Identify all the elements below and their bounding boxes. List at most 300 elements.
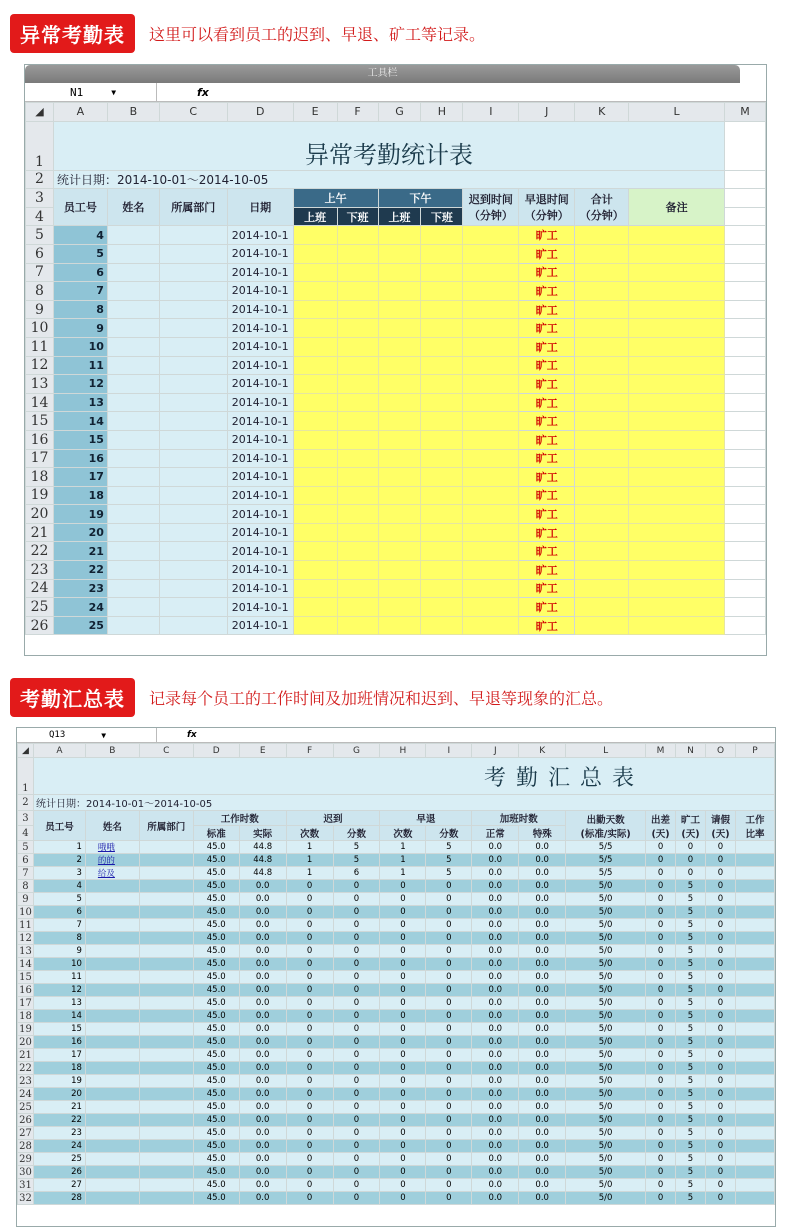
total-cell[interactable] bbox=[575, 356, 629, 375]
et-cell[interactable]: 0 bbox=[380, 984, 426, 997]
emp-id-cell[interactable]: 19 bbox=[33, 1075, 85, 1088]
trip-cell[interactable]: 0 bbox=[646, 971, 676, 984]
act-cell[interactable]: 0.0 bbox=[239, 997, 286, 1010]
cell[interactable] bbox=[725, 430, 766, 449]
dept-cell[interactable] bbox=[159, 486, 227, 505]
name-cell[interactable] bbox=[107, 393, 159, 412]
cell[interactable] bbox=[725, 170, 766, 189]
row-header[interactable]: 16 bbox=[26, 430, 54, 449]
emp-id-cell[interactable]: 27 bbox=[33, 1179, 85, 1192]
name-cell[interactable] bbox=[85, 880, 139, 893]
abs-cell[interactable]: 5 bbox=[676, 971, 706, 984]
clock-cell[interactable] bbox=[293, 430, 337, 449]
row-header[interactable]: 12 bbox=[19, 932, 32, 944]
lm-cell[interactable]: 0 bbox=[333, 1179, 380, 1192]
name-cell[interactable] bbox=[107, 319, 159, 338]
late-cell[interactable] bbox=[463, 393, 519, 412]
on-cell[interactable]: 0.0 bbox=[472, 1192, 519, 1205]
days-cell[interactable]: 5/0 bbox=[566, 906, 646, 919]
days-cell[interactable]: 5/0 bbox=[566, 1166, 646, 1179]
status-cell[interactable]: 旷工 bbox=[519, 263, 575, 282]
dept-cell[interactable] bbox=[139, 1101, 193, 1114]
emp-id-cell[interactable]: 19 bbox=[53, 505, 107, 524]
lv-cell[interactable]: 0 bbox=[706, 867, 736, 880]
cell[interactable] bbox=[725, 226, 766, 245]
days-cell[interactable]: 5/5 bbox=[566, 841, 646, 854]
late-cell[interactable] bbox=[463, 412, 519, 431]
trip-cell[interactable]: 0 bbox=[646, 906, 676, 919]
ratio-cell[interactable] bbox=[735, 1114, 774, 1127]
days-cell[interactable]: 5/0 bbox=[566, 1192, 646, 1205]
lt-cell[interactable]: 0 bbox=[286, 1101, 333, 1114]
clock-cell[interactable] bbox=[378, 393, 421, 412]
days-cell[interactable]: 5/0 bbox=[566, 1153, 646, 1166]
cell[interactable] bbox=[725, 207, 766, 226]
lm-cell[interactable]: 0 bbox=[333, 1127, 380, 1140]
os-cell[interactable]: 0.0 bbox=[519, 867, 566, 880]
clock-cell[interactable] bbox=[378, 319, 421, 338]
lv-cell[interactable]: 0 bbox=[706, 1075, 736, 1088]
name-cell[interactable] bbox=[85, 984, 139, 997]
clock-cell[interactable] bbox=[293, 505, 337, 524]
clock-cell[interactable] bbox=[337, 244, 378, 263]
lm-cell[interactable]: 0 bbox=[333, 1166, 380, 1179]
abs-cell[interactable]: 5 bbox=[676, 984, 706, 997]
clock-cell[interactable] bbox=[421, 505, 463, 524]
date-cell[interactable]: 2014-10-1 bbox=[227, 561, 293, 580]
days-cell[interactable]: 5/0 bbox=[566, 893, 646, 906]
row-header[interactable]: 7 bbox=[26, 263, 54, 282]
date-cell[interactable]: 2014-10-1 bbox=[227, 356, 293, 375]
column-header[interactable]: N bbox=[676, 744, 706, 758]
em-cell[interactable]: 0 bbox=[426, 1192, 472, 1205]
std-cell[interactable]: 45.0 bbox=[193, 984, 239, 997]
dept-cell[interactable] bbox=[159, 337, 227, 356]
emp-id-cell[interactable]: 6 bbox=[33, 906, 85, 919]
et-cell[interactable]: 0 bbox=[380, 1036, 426, 1049]
std-cell[interactable]: 45.0 bbox=[193, 1153, 239, 1166]
dept-cell[interactable] bbox=[159, 375, 227, 394]
name-cell[interactable] bbox=[85, 893, 139, 906]
clock-cell[interactable] bbox=[378, 468, 421, 487]
lt-cell[interactable]: 0 bbox=[286, 919, 333, 932]
chevron-down-icon[interactable]: ▼ bbox=[101, 730, 107, 740]
name-cell[interactable]: 给及 bbox=[85, 867, 139, 880]
clock-cell[interactable] bbox=[421, 412, 463, 431]
clock-cell[interactable] bbox=[421, 393, 463, 412]
ratio-cell[interactable] bbox=[735, 932, 774, 945]
dept-cell[interactable] bbox=[159, 282, 227, 301]
clock-cell[interactable] bbox=[378, 226, 421, 245]
total-cell[interactable] bbox=[575, 561, 629, 580]
remark-cell[interactable] bbox=[629, 393, 725, 412]
act-cell[interactable]: 0.0 bbox=[239, 1140, 286, 1153]
status-cell[interactable]: 旷工 bbox=[519, 598, 575, 617]
os-cell[interactable]: 0.0 bbox=[519, 932, 566, 945]
lv-cell[interactable]: 0 bbox=[706, 971, 736, 984]
name-cell[interactable] bbox=[85, 1127, 139, 1140]
total-cell[interactable] bbox=[575, 337, 629, 356]
std-cell[interactable]: 45.0 bbox=[193, 880, 239, 893]
clock-cell[interactable] bbox=[337, 393, 378, 412]
clock-cell[interactable] bbox=[337, 449, 378, 468]
abs-cell[interactable]: 5 bbox=[676, 919, 706, 932]
row-header[interactable]: 3 bbox=[18, 811, 34, 826]
clock-cell[interactable] bbox=[337, 282, 378, 301]
abs-cell[interactable]: 5 bbox=[676, 1023, 706, 1036]
lv-cell[interactable]: 0 bbox=[706, 958, 736, 971]
row-header[interactable]: 14 bbox=[26, 393, 54, 412]
dept-cell[interactable] bbox=[159, 263, 227, 282]
days-cell[interactable]: 5/5 bbox=[566, 867, 646, 880]
et-cell[interactable]: 0 bbox=[380, 1140, 426, 1153]
emp-id-cell[interactable]: 4 bbox=[33, 880, 85, 893]
date-cell[interactable]: 2014-10-1 bbox=[227, 449, 293, 468]
total-cell[interactable] bbox=[575, 616, 629, 635]
clock-cell[interactable] bbox=[293, 263, 337, 282]
act-cell[interactable]: 0.0 bbox=[239, 1192, 286, 1205]
emp-id-cell[interactable]: 13 bbox=[33, 997, 85, 1010]
dept-cell[interactable] bbox=[139, 1062, 193, 1075]
emp-id-cell[interactable]: 9 bbox=[53, 319, 107, 338]
column-header[interactable]: I bbox=[426, 744, 472, 758]
cell[interactable] bbox=[725, 523, 766, 542]
act-cell[interactable]: 0.0 bbox=[239, 1088, 286, 1101]
late-cell[interactable] bbox=[463, 226, 519, 245]
lt-cell[interactable]: 0 bbox=[286, 1036, 333, 1049]
et-cell[interactable]: 0 bbox=[380, 893, 426, 906]
row-header[interactable]: 21 bbox=[26, 523, 54, 542]
em-cell[interactable]: 5 bbox=[426, 854, 472, 867]
clock-cell[interactable] bbox=[421, 616, 463, 635]
clock-cell[interactable] bbox=[337, 616, 378, 635]
late-cell[interactable] bbox=[463, 356, 519, 375]
lv-cell[interactable]: 0 bbox=[706, 932, 736, 945]
trip-cell[interactable]: 0 bbox=[646, 841, 676, 854]
row-header[interactable]: 18 bbox=[19, 1010, 32, 1022]
column-header[interactable]: B bbox=[85, 744, 139, 758]
emp-id-cell[interactable]: 23 bbox=[33, 1127, 85, 1140]
emp-id-cell[interactable]: 23 bbox=[53, 579, 107, 598]
name-cell[interactable] bbox=[85, 997, 139, 1010]
column-header[interactable]: P bbox=[735, 744, 774, 758]
name-cell[interactable] bbox=[107, 412, 159, 431]
emp-id-cell[interactable]: 22 bbox=[53, 561, 107, 580]
remark-cell[interactable] bbox=[629, 282, 725, 301]
ratio-cell[interactable] bbox=[735, 1179, 774, 1192]
clock-cell[interactable] bbox=[337, 542, 378, 561]
trip-cell[interactable]: 0 bbox=[646, 1127, 676, 1140]
act-cell[interactable]: 44.8 bbox=[239, 867, 286, 880]
ratio-cell[interactable] bbox=[735, 1010, 774, 1023]
lm-cell[interactable]: 0 bbox=[333, 1153, 380, 1166]
std-cell[interactable]: 45.0 bbox=[193, 841, 239, 854]
lt-cell[interactable]: 0 bbox=[286, 1114, 333, 1127]
date-cell[interactable]: 2014-10-1 bbox=[227, 616, 293, 635]
date-cell[interactable]: 2014-10-1 bbox=[227, 542, 293, 561]
name-cell[interactable] bbox=[85, 1062, 139, 1075]
clock-cell[interactable] bbox=[293, 598, 337, 617]
days-cell[interactable]: 5/0 bbox=[566, 1114, 646, 1127]
total-cell[interactable] bbox=[575, 598, 629, 617]
lm-cell[interactable]: 0 bbox=[333, 880, 380, 893]
status-cell[interactable]: 旷工 bbox=[519, 319, 575, 338]
status-cell[interactable]: 旷工 bbox=[519, 282, 575, 301]
em-cell[interactable]: 0 bbox=[426, 919, 472, 932]
clock-cell[interactable] bbox=[378, 579, 421, 598]
row-header[interactable]: 5 bbox=[26, 226, 54, 245]
late-cell[interactable] bbox=[463, 561, 519, 580]
trip-cell[interactable]: 0 bbox=[646, 893, 676, 906]
lt-cell[interactable]: 0 bbox=[286, 1010, 333, 1023]
remark-cell[interactable] bbox=[629, 226, 725, 245]
days-cell[interactable]: 5/0 bbox=[566, 1127, 646, 1140]
std-cell[interactable]: 45.0 bbox=[193, 1023, 239, 1036]
std-cell[interactable]: 45.0 bbox=[193, 997, 239, 1010]
column-header[interactable]: D bbox=[227, 103, 293, 122]
total-cell[interactable] bbox=[575, 393, 629, 412]
ratio-cell[interactable] bbox=[735, 906, 774, 919]
abs-cell[interactable]: 5 bbox=[676, 945, 706, 958]
row-header[interactable]: 10 bbox=[26, 319, 54, 338]
remark-cell[interactable] bbox=[629, 412, 725, 431]
abs-cell[interactable]: 5 bbox=[676, 958, 706, 971]
abs-cell[interactable]: 5 bbox=[676, 1010, 706, 1023]
remark-cell[interactable] bbox=[629, 468, 725, 487]
column-header[interactable]: I bbox=[463, 103, 519, 122]
cell[interactable] bbox=[725, 300, 766, 319]
chevron-down-icon[interactable]: ▼ bbox=[111, 87, 117, 97]
em-cell[interactable]: 0 bbox=[426, 1140, 472, 1153]
cell[interactable] bbox=[725, 393, 766, 412]
emp-id-cell[interactable]: 12 bbox=[33, 984, 85, 997]
status-cell[interactable]: 旷工 bbox=[519, 561, 575, 580]
lm-cell[interactable]: 0 bbox=[333, 932, 380, 945]
emp-id-cell[interactable]: 15 bbox=[53, 430, 107, 449]
clock-cell[interactable] bbox=[337, 505, 378, 524]
et-cell[interactable]: 0 bbox=[380, 919, 426, 932]
status-cell[interactable]: 旷工 bbox=[519, 244, 575, 263]
dept-cell[interactable] bbox=[159, 598, 227, 617]
clock-cell[interactable] bbox=[421, 263, 463, 282]
std-cell[interactable]: 45.0 bbox=[193, 932, 239, 945]
emp-id-cell[interactable]: 15 bbox=[33, 1023, 85, 1036]
et-cell[interactable]: 1 bbox=[380, 867, 426, 880]
late-cell[interactable] bbox=[463, 505, 519, 524]
status-cell[interactable]: 旷工 bbox=[519, 300, 575, 319]
dept-cell[interactable] bbox=[159, 319, 227, 338]
date-cell[interactable]: 2014-10-1 bbox=[227, 523, 293, 542]
act-cell[interactable]: 0.0 bbox=[239, 932, 286, 945]
lm-cell[interactable]: 0 bbox=[333, 1101, 380, 1114]
dept-cell[interactable] bbox=[139, 880, 193, 893]
clock-cell[interactable] bbox=[293, 337, 337, 356]
trip-cell[interactable]: 0 bbox=[646, 1010, 676, 1023]
date-cell[interactable]: 2014-10-1 bbox=[227, 579, 293, 598]
clock-cell[interactable] bbox=[293, 449, 337, 468]
em-cell[interactable]: 0 bbox=[426, 1153, 472, 1166]
status-cell[interactable]: 旷工 bbox=[519, 412, 575, 431]
name-cell[interactable] bbox=[85, 971, 139, 984]
emp-id-cell[interactable]: 16 bbox=[53, 449, 107, 468]
days-cell[interactable]: 5/0 bbox=[566, 984, 646, 997]
row-header[interactable]: 20 bbox=[26, 505, 54, 524]
clock-cell[interactable] bbox=[378, 244, 421, 263]
clock-cell[interactable] bbox=[421, 579, 463, 598]
dept-cell[interactable] bbox=[139, 1166, 193, 1179]
std-cell[interactable]: 45.0 bbox=[193, 1127, 239, 1140]
column-header[interactable]: F bbox=[286, 744, 333, 758]
os-cell[interactable]: 0.0 bbox=[519, 1127, 566, 1140]
act-cell[interactable]: 0.0 bbox=[239, 1062, 286, 1075]
trip-cell[interactable]: 0 bbox=[646, 1140, 676, 1153]
trip-cell[interactable]: 0 bbox=[646, 958, 676, 971]
emp-id-cell[interactable]: 9 bbox=[33, 945, 85, 958]
em-cell[interactable]: 0 bbox=[426, 1010, 472, 1023]
date-cell[interactable]: 2014-10-1 bbox=[227, 282, 293, 301]
dept-cell[interactable] bbox=[139, 1036, 193, 1049]
lm-cell[interactable]: 0 bbox=[333, 945, 380, 958]
lv-cell[interactable]: 0 bbox=[706, 1192, 736, 1205]
row-header[interactable]: 9 bbox=[26, 300, 54, 319]
emp-id-cell[interactable]: 10 bbox=[33, 958, 85, 971]
on-cell[interactable]: 0.0 bbox=[472, 1036, 519, 1049]
em-cell[interactable]: 0 bbox=[426, 906, 472, 919]
clock-cell[interactable] bbox=[421, 282, 463, 301]
act-cell[interactable]: 0.0 bbox=[239, 1036, 286, 1049]
name-cell[interactable] bbox=[85, 1153, 139, 1166]
on-cell[interactable]: 0.0 bbox=[472, 958, 519, 971]
ratio-cell[interactable] bbox=[735, 1192, 774, 1205]
row-header[interactable]: 6 bbox=[26, 244, 54, 263]
emp-id-cell[interactable]: 25 bbox=[53, 616, 107, 635]
std-cell[interactable]: 45.0 bbox=[193, 1166, 239, 1179]
date-cell[interactable]: 2014-10-1 bbox=[227, 430, 293, 449]
cell[interactable] bbox=[725, 121, 766, 170]
column-header[interactable]: F bbox=[337, 103, 378, 122]
late-cell[interactable] bbox=[463, 337, 519, 356]
cell[interactable] bbox=[725, 189, 766, 208]
clock-cell[interactable] bbox=[337, 300, 378, 319]
late-cell[interactable] bbox=[463, 430, 519, 449]
on-cell[interactable]: 0.0 bbox=[472, 1088, 519, 1101]
ratio-cell[interactable] bbox=[735, 1140, 774, 1153]
lt-cell[interactable]: 0 bbox=[286, 880, 333, 893]
std-cell[interactable]: 45.0 bbox=[193, 971, 239, 984]
name-cell[interactable] bbox=[107, 542, 159, 561]
clock-cell[interactable] bbox=[293, 393, 337, 412]
lm-cell[interactable]: 0 bbox=[333, 958, 380, 971]
emp-id-cell[interactable]: 20 bbox=[53, 523, 107, 542]
clock-cell[interactable] bbox=[293, 486, 337, 505]
cell[interactable] bbox=[725, 319, 766, 338]
row-header[interactable]: 15 bbox=[19, 971, 32, 983]
total-cell[interactable] bbox=[575, 468, 629, 487]
late-cell[interactable] bbox=[463, 542, 519, 561]
on-cell[interactable]: 0.0 bbox=[472, 1127, 519, 1140]
lt-cell[interactable]: 0 bbox=[286, 906, 333, 919]
std-cell[interactable]: 45.0 bbox=[193, 854, 239, 867]
os-cell[interactable]: 0.0 bbox=[519, 971, 566, 984]
emp-id-cell[interactable]: 1 bbox=[33, 841, 85, 854]
clock-cell[interactable] bbox=[378, 375, 421, 394]
row-header[interactable]: 28 bbox=[19, 1140, 32, 1152]
column-header[interactable]: E bbox=[239, 744, 286, 758]
row-header[interactable]: 11 bbox=[26, 337, 54, 356]
lm-cell[interactable]: 5 bbox=[333, 841, 380, 854]
act-cell[interactable]: 0.0 bbox=[239, 1023, 286, 1036]
remark-cell[interactable] bbox=[629, 579, 725, 598]
lt-cell[interactable]: 0 bbox=[286, 1192, 333, 1205]
dept-cell[interactable] bbox=[159, 356, 227, 375]
trip-cell[interactable]: 0 bbox=[646, 1088, 676, 1101]
name-cell[interactable] bbox=[85, 1192, 139, 1205]
row-header[interactable]: 31 bbox=[19, 1179, 32, 1191]
lt-cell[interactable]: 0 bbox=[286, 1166, 333, 1179]
et-cell[interactable]: 0 bbox=[380, 1062, 426, 1075]
et-cell[interactable]: 0 bbox=[380, 1166, 426, 1179]
name-cell[interactable] bbox=[107, 579, 159, 598]
name-cell[interactable] bbox=[107, 263, 159, 282]
clock-cell[interactable] bbox=[337, 486, 378, 505]
clock-cell[interactable] bbox=[293, 412, 337, 431]
select-all-corner[interactable]: ◢ bbox=[26, 103, 54, 122]
days-cell[interactable]: 5/0 bbox=[566, 919, 646, 932]
trip-cell[interactable]: 0 bbox=[646, 932, 676, 945]
row-header[interactable]: 18 bbox=[26, 468, 54, 487]
clock-cell[interactable] bbox=[293, 244, 337, 263]
emp-id-cell[interactable]: 13 bbox=[53, 393, 107, 412]
act-cell[interactable]: 0.0 bbox=[239, 971, 286, 984]
row-header[interactable]: 8 bbox=[26, 282, 54, 301]
lm-cell[interactable]: 0 bbox=[333, 971, 380, 984]
lt-cell[interactable]: 0 bbox=[286, 893, 333, 906]
std-cell[interactable]: 45.0 bbox=[193, 919, 239, 932]
clock-cell[interactable] bbox=[337, 430, 378, 449]
emp-id-cell[interactable]: 16 bbox=[33, 1036, 85, 1049]
et-cell[interactable]: 0 bbox=[380, 971, 426, 984]
clock-cell[interactable] bbox=[421, 598, 463, 617]
et-cell[interactable]: 0 bbox=[380, 1127, 426, 1140]
trip-cell[interactable]: 0 bbox=[646, 984, 676, 997]
dept-cell[interactable] bbox=[159, 412, 227, 431]
name-cell[interactable] bbox=[85, 1179, 139, 1192]
ratio-cell[interactable] bbox=[735, 1075, 774, 1088]
emp-id-cell[interactable]: 18 bbox=[53, 486, 107, 505]
em-cell[interactable]: 0 bbox=[426, 1023, 472, 1036]
os-cell[interactable]: 0.0 bbox=[519, 854, 566, 867]
name-box[interactable] bbox=[17, 728, 157, 742]
row-header[interactable]: 3 bbox=[26, 189, 54, 208]
on-cell[interactable]: 0.0 bbox=[472, 1023, 519, 1036]
row-header[interactable]: 2 bbox=[26, 170, 54, 189]
os-cell[interactable]: 0.0 bbox=[519, 893, 566, 906]
et-cell[interactable]: 0 bbox=[380, 932, 426, 945]
emp-id-cell[interactable]: 6 bbox=[53, 263, 107, 282]
late-cell[interactable] bbox=[463, 375, 519, 394]
lv-cell[interactable]: 0 bbox=[706, 854, 736, 867]
days-cell[interactable]: 5/0 bbox=[566, 1036, 646, 1049]
em-cell[interactable]: 5 bbox=[426, 841, 472, 854]
clock-cell[interactable] bbox=[293, 542, 337, 561]
name-cell[interactable] bbox=[107, 282, 159, 301]
os-cell[interactable]: 0.0 bbox=[519, 1192, 566, 1205]
dept-cell[interactable] bbox=[139, 932, 193, 945]
dept-cell[interactable] bbox=[159, 561, 227, 580]
dept-cell[interactable] bbox=[139, 854, 193, 867]
name-cell[interactable] bbox=[85, 1023, 139, 1036]
act-cell[interactable]: 0.0 bbox=[239, 945, 286, 958]
